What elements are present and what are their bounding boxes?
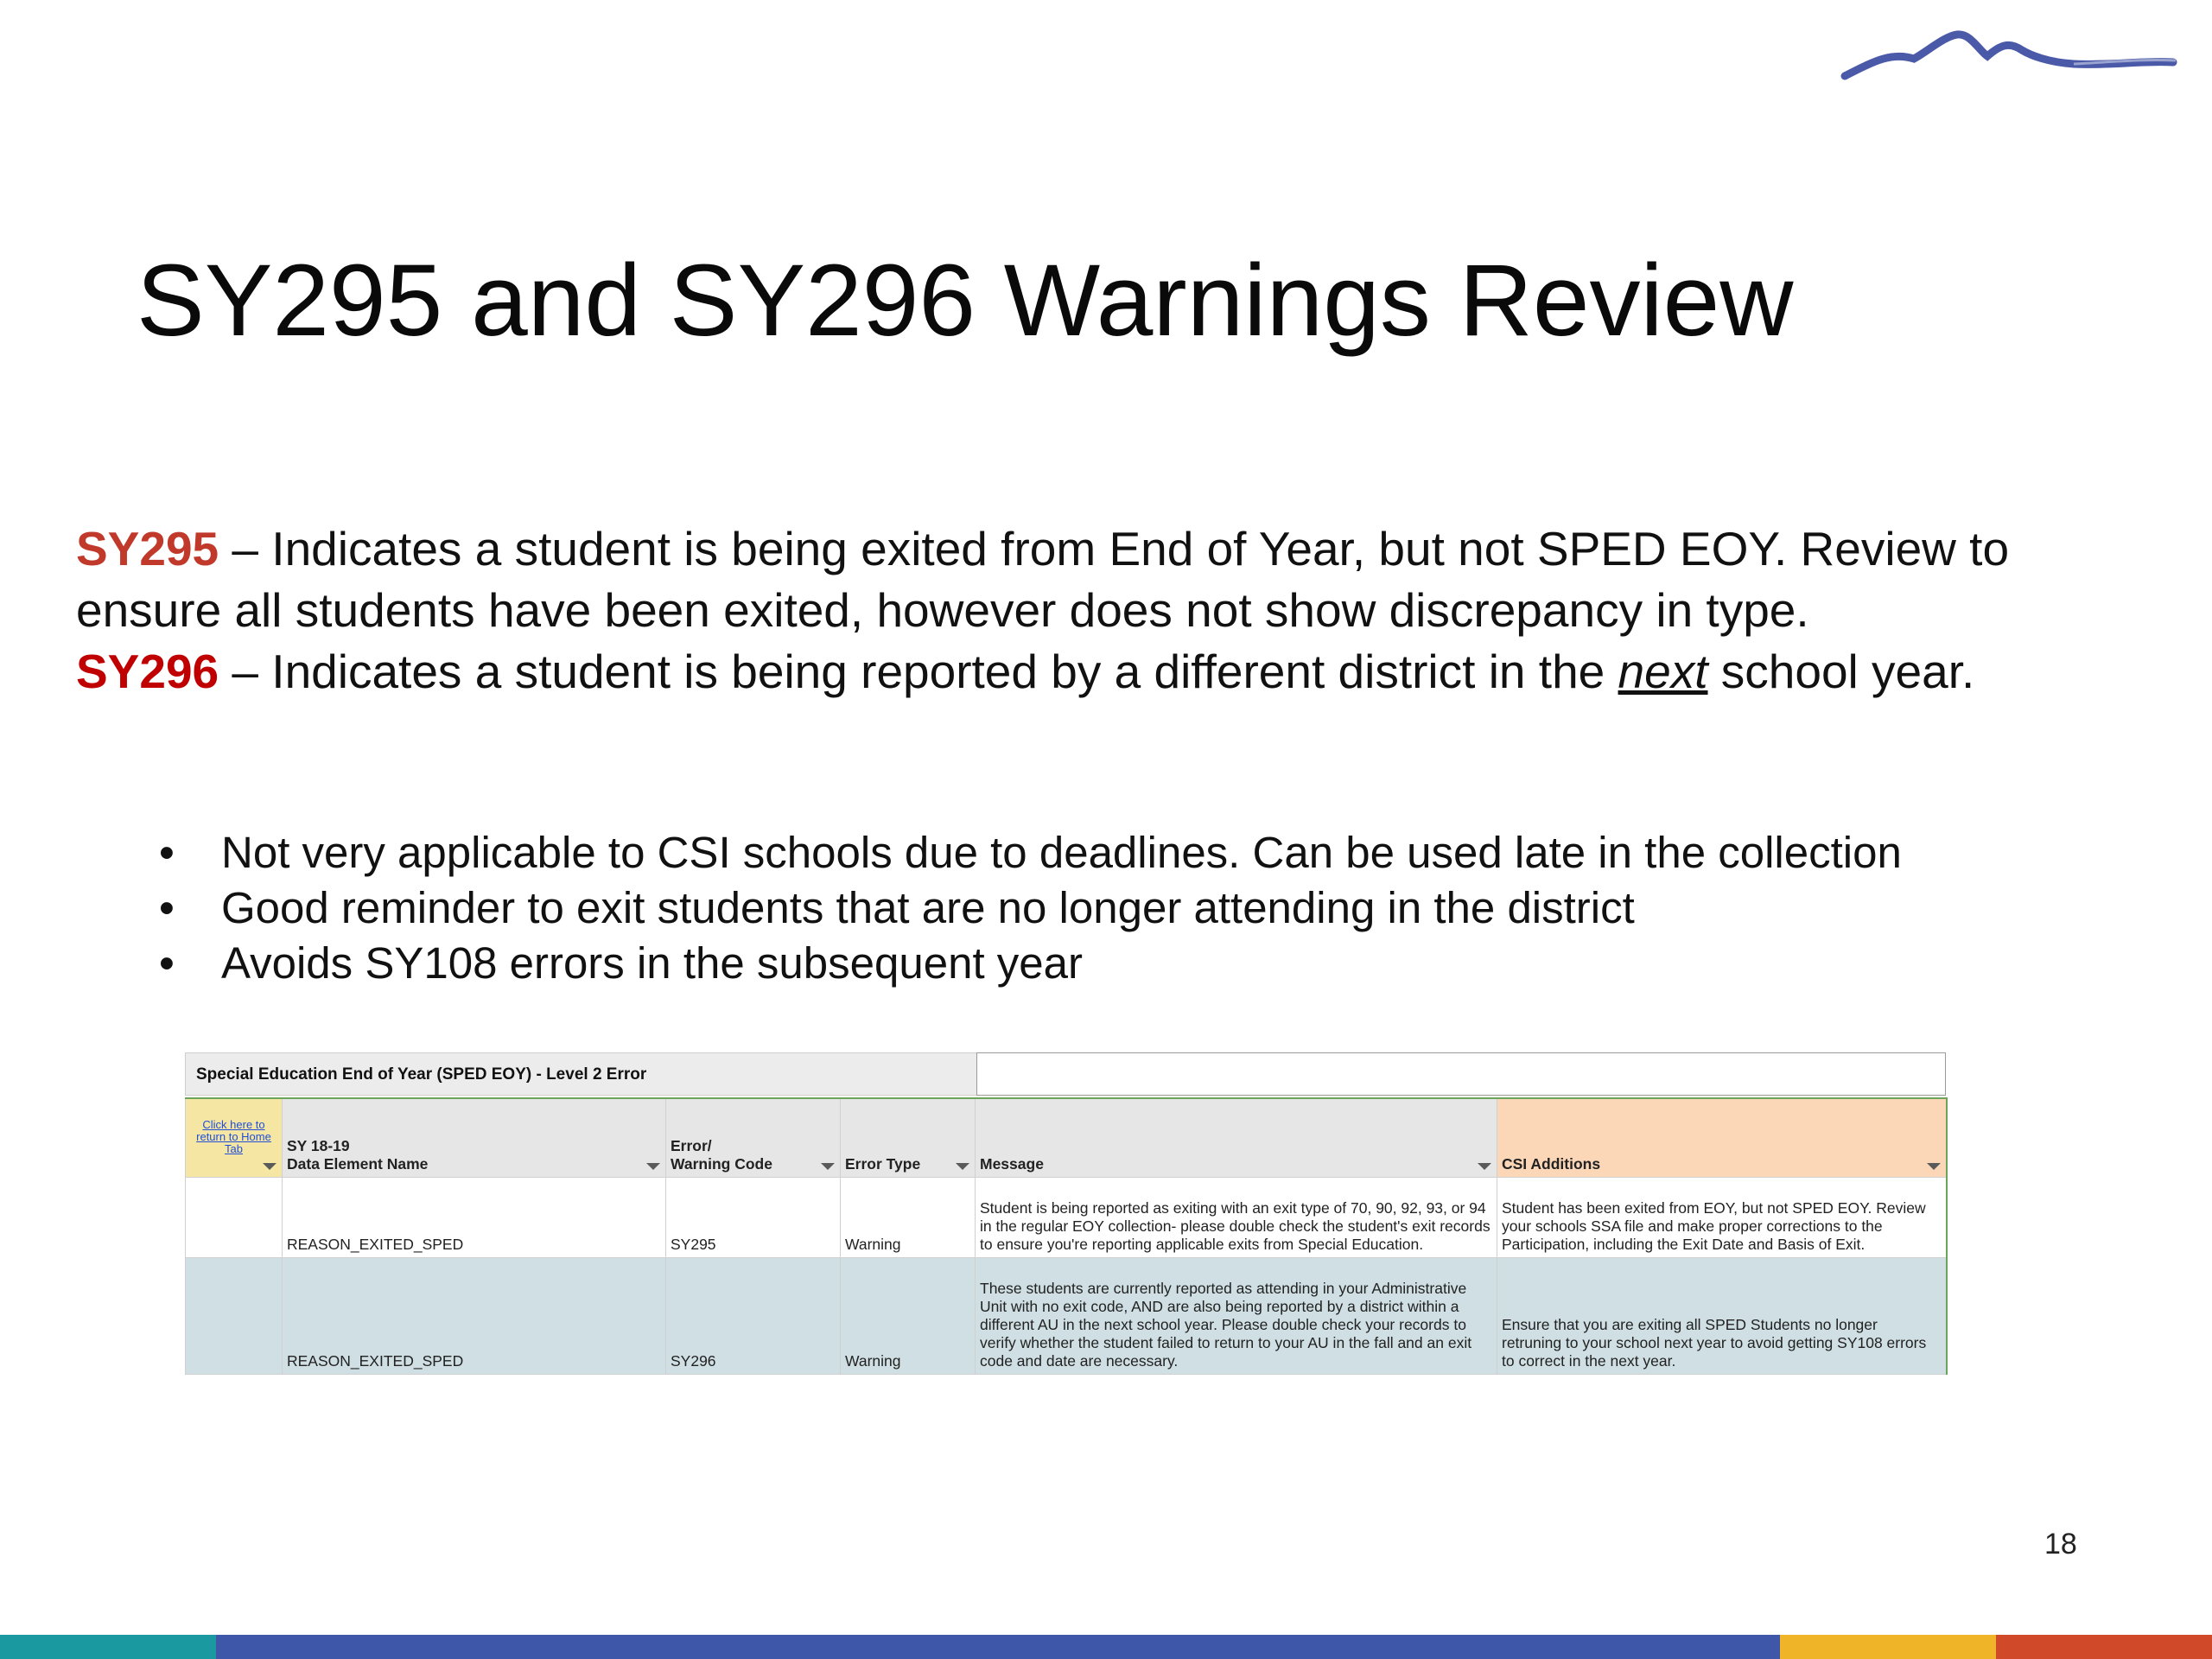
slide-body bbox=[76, 518, 2141, 702]
footer-bar-gold bbox=[1780, 1635, 1996, 1659]
table-cell: These students are currently reported as attending in your Administrative Unit with no exit code, AND are also being reported by a district within a different AU in the next school year. Please double check your records to verify whether the student failed to return to your AU in the fall and an exit code and date are necessary. bbox=[976, 1258, 1497, 1375]
col-code-line2: Warning Code bbox=[671, 1155, 772, 1173]
bullet-item: • Avoids SY108 errors in the subsequent year bbox=[159, 936, 2060, 991]
footer-bar-red bbox=[1996, 1635, 2212, 1659]
paragraph-sy296-text: – Indicates a student is being reported by a different district in the bbox=[219, 645, 1618, 698]
footer-bar-blue bbox=[216, 1635, 1780, 1659]
col-element-line1: SY 18-19 bbox=[287, 1137, 350, 1154]
col-message bbox=[976, 1098, 1497, 1178]
mountain-logo-icon bbox=[1840, 26, 2177, 86]
home-tab-link-text[interactable]: Click here to return to Home Tab bbox=[196, 1118, 271, 1155]
table-cell: Ensure that you are exiting all SPED Students no longer retruning to your school next year to avoid getting SY108 errors to correct in the next year. bbox=[1497, 1258, 1947, 1375]
emphasis-next: next bbox=[1618, 645, 1708, 698]
table-cell: REASON_EXITED_SPED bbox=[283, 1258, 666, 1375]
bullet-list bbox=[159, 825, 2060, 991]
col-message-label: Message bbox=[980, 1155, 1044, 1173]
filter-icon[interactable] bbox=[821, 1163, 835, 1170]
table-cell: SY296 bbox=[666, 1258, 841, 1375]
filter-icon[interactable] bbox=[263, 1163, 276, 1170]
paragraph-sy296-text-end: school year. bbox=[1707, 645, 1975, 698]
sheet-header-blank bbox=[976, 1052, 1946, 1096]
bullet-item: • Good reminder to exit students that are no longer attending in the district bbox=[159, 880, 2060, 936]
page-number: 18 bbox=[2044, 1528, 2077, 1560]
col-code-line1: Error/ bbox=[671, 1137, 712, 1154]
col-csi-label: CSI Additions bbox=[1502, 1155, 1601, 1173]
bullet-item: • Not very applicable to CSI schools due to deadlines. Can be used late in the collection bbox=[159, 825, 2060, 880]
col-error-type-label: Error Type bbox=[845, 1155, 921, 1173]
table-row bbox=[186, 1178, 1947, 1258]
slide-title: SY295 and SY296 Warnings Review bbox=[137, 244, 1794, 358]
table-cell: Warning bbox=[841, 1178, 976, 1258]
table-cell: Student has been exited from EOY, but not SPED EOY. Review your schools SSA file and make proper corrections to the Participation, including the Exit Date and Basis of Exit. bbox=[1497, 1178, 1947, 1258]
error-table bbox=[185, 1097, 1948, 1375]
table-row bbox=[186, 1258, 1947, 1375]
table-cell: Warning bbox=[841, 1258, 976, 1375]
col-csi-additions bbox=[1497, 1098, 1947, 1178]
sheet-header: Special Education End of Year (SPED EOY) - Level 2 Error bbox=[185, 1052, 980, 1096]
table-header-row bbox=[186, 1098, 1947, 1178]
home-tab-link[interactable] bbox=[186, 1098, 283, 1178]
table-cell bbox=[186, 1178, 283, 1258]
table-cell: SY295 bbox=[666, 1178, 841, 1258]
table-cell: Student is being reported as exiting with an exit type of 70, 90, 92, 93, or 94 in the regular EOY collection- please double check the student's exit records to ensure you're reporting applicable exits from Special Education. bbox=[976, 1178, 1497, 1258]
col-error-type bbox=[841, 1098, 976, 1178]
filter-icon[interactable] bbox=[646, 1163, 660, 1170]
spreadsheet-screenshot bbox=[185, 1052, 1946, 1379]
table-cell: REASON_EXITED_SPED bbox=[283, 1178, 666, 1258]
table-cell bbox=[186, 1258, 283, 1375]
filter-icon[interactable] bbox=[956, 1163, 969, 1170]
code-sy295: SY295 bbox=[76, 522, 219, 575]
col-element-name bbox=[283, 1098, 666, 1178]
paragraph-sy296 bbox=[76, 641, 2141, 702]
code-sy296: SY296 bbox=[76, 645, 219, 698]
col-element-line2: Data Element Name bbox=[287, 1155, 429, 1173]
footer-bar-teal bbox=[0, 1635, 216, 1659]
col-warning-code bbox=[666, 1098, 841, 1178]
filter-icon[interactable] bbox=[1478, 1163, 1491, 1170]
filter-icon[interactable] bbox=[1927, 1163, 1941, 1170]
paragraph-sy295-text: – Indicates a student is being exited from End of Year, but not SPED EOY. Review to ensure all students have been exited, however does not show discrepancy in type. bbox=[76, 522, 2010, 637]
paragraph-sy295 bbox=[76, 518, 2141, 641]
